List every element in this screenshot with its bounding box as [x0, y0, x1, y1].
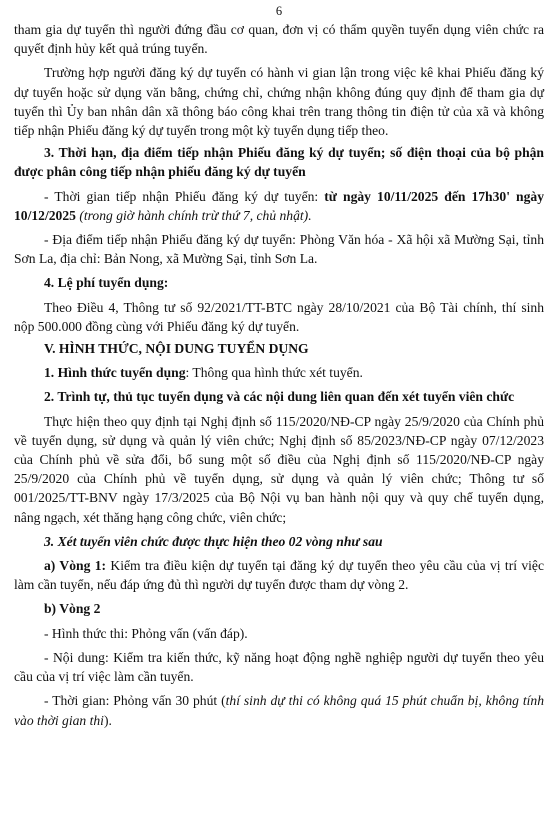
paragraph-legal-basis — [14, 412, 544, 527]
text-run: - Thời gian tiếp nhận Phiếu đăng ký dự tuyển: — [44, 188, 325, 204]
paragraph-round-1 — [14, 556, 544, 594]
paragraph-fee-detail — [14, 298, 544, 336]
text-run: - Hình thức thi: Phỏng vấn (vấn đáp). — [44, 625, 248, 641]
text-run: 1. Hình thức tuyển dụng — [44, 365, 186, 381]
text-run: (trong giờ hành chính trừ thứ 7, chủ nhật). — [75, 207, 312, 223]
heading-two-rounds — [14, 532, 544, 551]
text-run: - Thời gian: Phỏng vấn 30 phút ( — [44, 693, 226, 709]
heading-section-3-deadline — [14, 143, 544, 181]
paragraph-recruitment-form — [14, 363, 544, 382]
text-run: 4. Lệ phí tuyển dụng: — [44, 275, 169, 291]
paragraph-exam-duration — [14, 691, 544, 729]
text-run: 3. Thời hạn, địa điểm tiếp nhận Phiếu đăng ký dự tuyển; số điện thoại của bộ phận được phân công tiếp nhận phiếu đăng ký dự tuyển — [14, 145, 544, 180]
heading-section-v — [14, 339, 544, 358]
paragraph-receipt-time — [14, 187, 544, 225]
text-run: Kiểm tra điều kiện dự tuyển tại đăng ký dự tuyển theo yêu cầu của vị trí việc làm cần tuyển, nếu đáp ứng đủ thì người dự tuyển được tham dự vòng 2. — [14, 558, 544, 593]
text-run: - Nội dung: Kiểm tra kiến thức, kỹ năng hoạt động nghề nghiệp người dự tuyển theo yêu cầu của vị trí việc làm cần tuyển. — [14, 649, 544, 685]
paragraph-exam-form — [14, 624, 544, 643]
paragraph-disqualification — [14, 20, 544, 58]
document-body — [14, 20, 544, 730]
paragraph-receipt-location — [14, 230, 544, 268]
text-run: ). — [103, 712, 112, 728]
paragraph-exam-content — [14, 648, 544, 686]
text-run: Thực hiện theo quy định tại Nghị định số 115/2020/NĐ-CP ngày 25/9/2020 của Chính phủ về tuyển dụng, sử dụng và quản lý viên chức; Nghị định số 85/2023/NĐ-CP ngày 07/12/2023 của Chính phủ về sửa đổi, bổ sung một số điều của Nghị định số 115/2020/NĐ-CP ngày 25/9/2020 của Chính phủ về tuyển dụng, sử dụng và quản lý viên chức; Thông tư số 001/2025/TT-BNV ngày 17/3/2025 của Bộ Nội vụ ban hành nội quy và quy chế tuyển dụng, nâng ngạch, xét thăng hạng công chức, viên chức; — [14, 413, 544, 525]
paragraph-fraud-notice — [14, 63, 544, 140]
text-run: Theo Điều 4, Thông tư số 92/2021/TT-BTC ngày 28/10/2021 của Bộ Tài chính, thí sinh nộp 500.000 đồng cùng với Phiếu đăng ký dự tuyển. — [14, 299, 544, 334]
text-run: b) Vòng 2 — [44, 601, 101, 617]
heading-section-4-fee — [14, 273, 544, 292]
text-run: từ ngày 10/11/2025 đến 17h30' ngày 10/12/2025 — [14, 188, 544, 223]
text-run: V. HÌNH THỨC, NỘI DUNG TUYỂN DỤNG — [44, 341, 309, 357]
text-run: - Địa điểm tiếp nhận Phiếu đăng ký dự tuyển: Phòng Văn hóa - Xã hội xã Mường Sại, tỉnh Sơn La, địa chỉ: Bản Nong, xã Mường Sại, tỉnh Sơn La. — [14, 232, 544, 267]
text-run: : Thông qua hình thức xét tuyển. — [185, 365, 363, 381]
text-run: thí sinh dự thi có không quá 15 phút chuẩn bị, không tính vào thời gian thi — [14, 693, 544, 728]
text-run: tham gia dự tuyển thì người đứng đầu cơ quan, đơn vị có thẩm quyền tuyển dụng viên chức ra quyết định hủy kết quả trúng tuyển. — [14, 22, 544, 57]
text-run: Trường hợp người đăng ký dự tuyển có hành vi gian lận trong việc kê khai Phiếu đăng ký dự tuyển hoặc sử dụng văn bằng, chứng chỉ, chứng nhận không đúng quy định để tham gia dự tuyển thì Ủy ban nhân dân xã thông báo công khai trên trang thông tin điện tử của xã và không tiếp nhận Phiếu đăng ký dự tuyển trong một kỳ tuyển dụng tiếp theo. — [14, 65, 544, 139]
text-run: a) Vòng 1: — [44, 558, 107, 574]
text-run: 2. Trình tự, thủ tục tuyển dụng và các nội dung liên quan đến xét tuyển viên chức — [44, 389, 515, 405]
text-run: 3. Xét tuyển viên chức được thực hiện theo 02 vòng như sau — [44, 533, 383, 549]
page-number: 6 — [275, 4, 283, 18]
heading-procedure — [14, 387, 544, 406]
heading-round-2 — [14, 599, 544, 618]
